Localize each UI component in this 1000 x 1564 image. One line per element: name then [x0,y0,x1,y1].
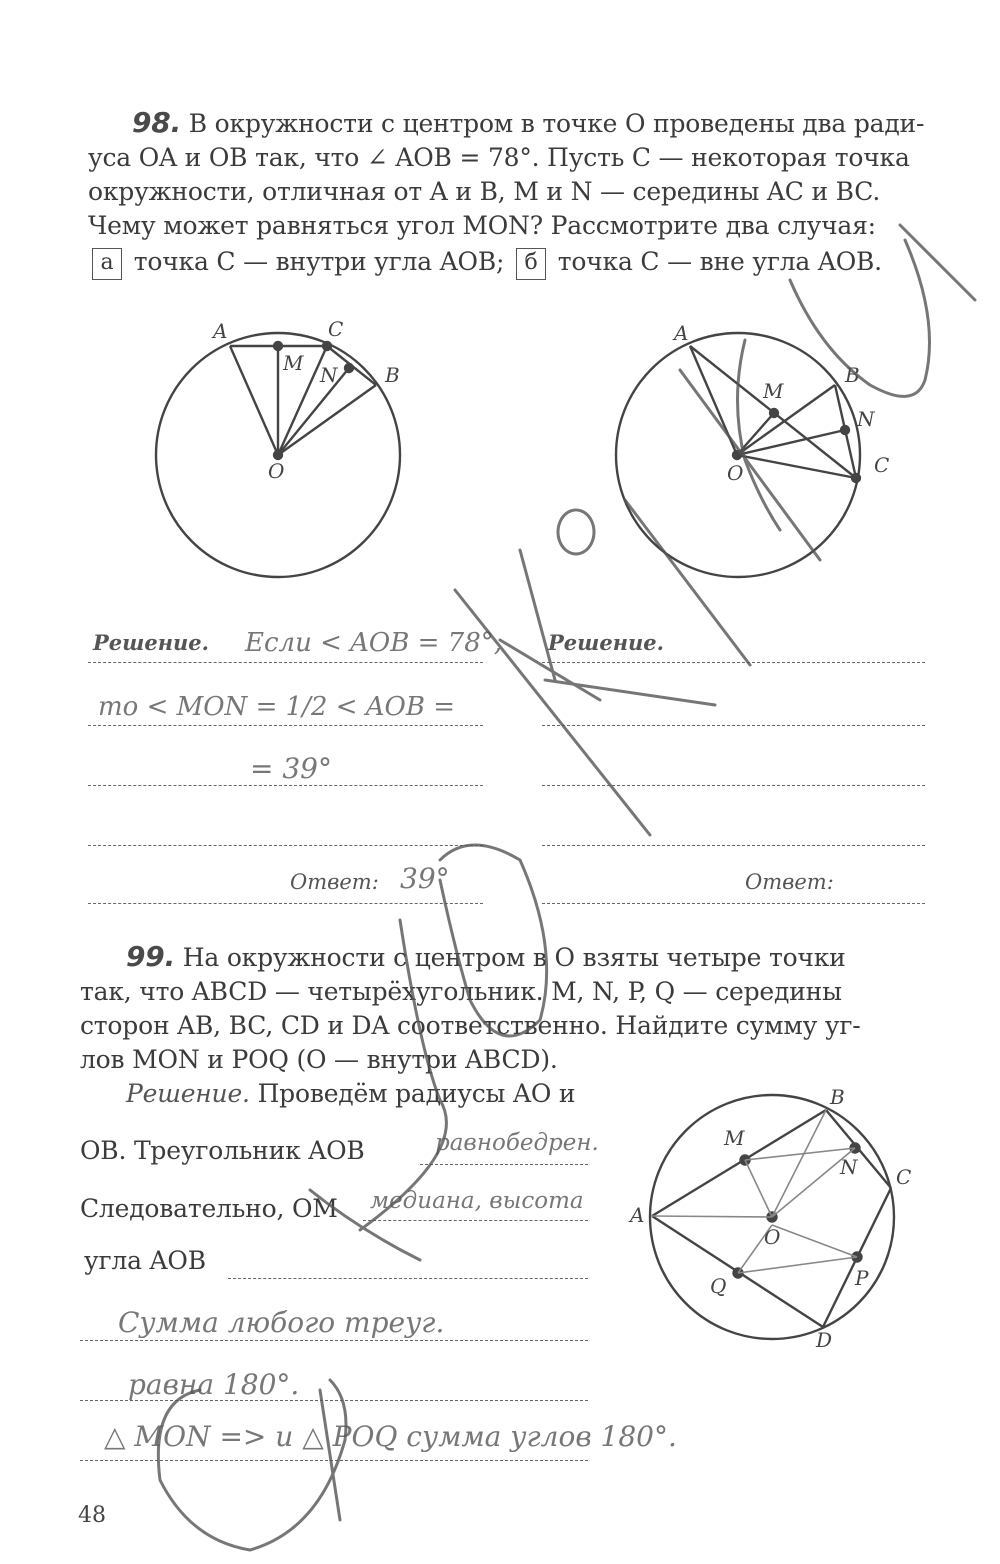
svg-text:O: O [764,1225,781,1249]
solution-a-rule [88,785,483,786]
svg-text:C: C [328,317,344,341]
extra-rule [80,1460,588,1461]
problem-number: 98. [132,106,182,139]
solution-b-rule [542,845,925,846]
problem-number: 99. [126,940,176,973]
solution-b-rule [542,662,925,663]
problem-line: уса OA и OB так, что ∠ AOB = 78°. Пусть C — некоторая точка [88,143,910,172]
svg-text:D: D [816,1328,833,1352]
case-a-box: а [92,248,122,280]
answer-a-value: 39° [400,862,450,895]
svg-text:A: A [630,1203,645,1227]
fill-line-3-prefix: угла AOB [84,1246,206,1275]
solution-intro: Проведём радиусы AO и [257,1079,576,1108]
answer-b-rule [542,903,925,904]
answer-a-label: Ответ: [290,870,379,894]
problem-line: так, что ABCD — четырёхугольник. M, N, P, Q — середины [80,977,842,1006]
solution-label: Решение. [126,1079,250,1108]
svg-text:M: M [763,379,784,403]
fill-line-rule [363,1220,588,1221]
page-number: 48 [78,1503,106,1528]
solution-a-line-1: Если < AOB = 78°, [245,628,503,658]
fill-line-1-answer: равнобедрен. [435,1130,599,1156]
svg-text:O: O [727,461,744,485]
figure-98b [616,333,860,577]
svg-text:B: B [845,363,860,387]
problem-line: Чему может равняться угол MON? Рассмотрите два случая: [88,211,876,240]
svg-text:P: P [855,1266,869,1290]
svg-text:N: N [857,407,875,431]
fill-line-rule [420,1164,588,1165]
figure-98a-labels [211,317,400,483]
extra-line-1: Сумма любого треуг. [118,1306,445,1339]
problem-line: окружности, отличная от A и B, M и N — середины AC и BC. [88,177,881,206]
case-a-text: точка C — внутри угла AOB; [133,247,505,276]
solution-b-label: Решение. [548,630,664,655]
svg-text:C: C [896,1165,912,1189]
problem-line: На окружности с центром в O взяты четыре точки [182,943,846,972]
fill-line-rule [228,1278,588,1279]
extra-line-3: △ MON => и △ POQ сумма углов 180°. [104,1420,677,1453]
svg-text:Q: Q [710,1274,727,1298]
fill-line-2-prefix: Следовательно, OM [80,1194,338,1223]
problem-line: лов MON и POQ (O — внутри ABCD). [80,1045,558,1074]
extra-line-2: равна 180°. [128,1368,300,1401]
solution-a-rule [88,725,483,726]
case-b-text: точка C — вне угла AOB. [557,247,882,276]
svg-text:N: N [840,1155,858,1179]
case-b-box: б [516,248,546,280]
svg-text:N: N [320,363,338,387]
svg-text:B: B [385,363,400,387]
solution-b-rule [542,725,925,726]
solution-a-label: Решение. [93,630,209,655]
solution-a-rule [88,845,483,846]
fill-line-1-prefix: OB. Треугольник AOB [80,1136,365,1165]
svg-text:O: O [268,459,285,483]
solution-a-line-2: то < MON = 1/2 < AOB = [98,692,456,722]
figure-98b-labels [672,321,889,485]
svg-text:M: M [283,351,304,375]
solution-b-rule [542,785,925,786]
svg-text:A: A [674,321,689,345]
solution-a-rule [88,662,483,663]
svg-text:C: C [874,453,890,477]
svg-text:B: B [830,1085,845,1109]
fill-line-2-answer: медиана, высота [370,1188,584,1214]
problem-99-statement [80,940,940,1111]
svg-text:M: M [724,1126,745,1150]
extra-rule [80,1400,588,1401]
svg-text:A: A [213,319,228,343]
answer-a-rule [88,903,483,904]
extra-rule [80,1340,588,1341]
solution-a-line-3: = 39° [250,752,332,785]
figure-98a [156,333,400,577]
answer-b-label: Ответ: [745,870,834,894]
problem-line: В окружности с центром в точке O проведены два ради- [188,109,925,138]
problem-line: сторон AB, BC, CD и DA соответственно. Найдите сумму уг- [80,1011,861,1040]
